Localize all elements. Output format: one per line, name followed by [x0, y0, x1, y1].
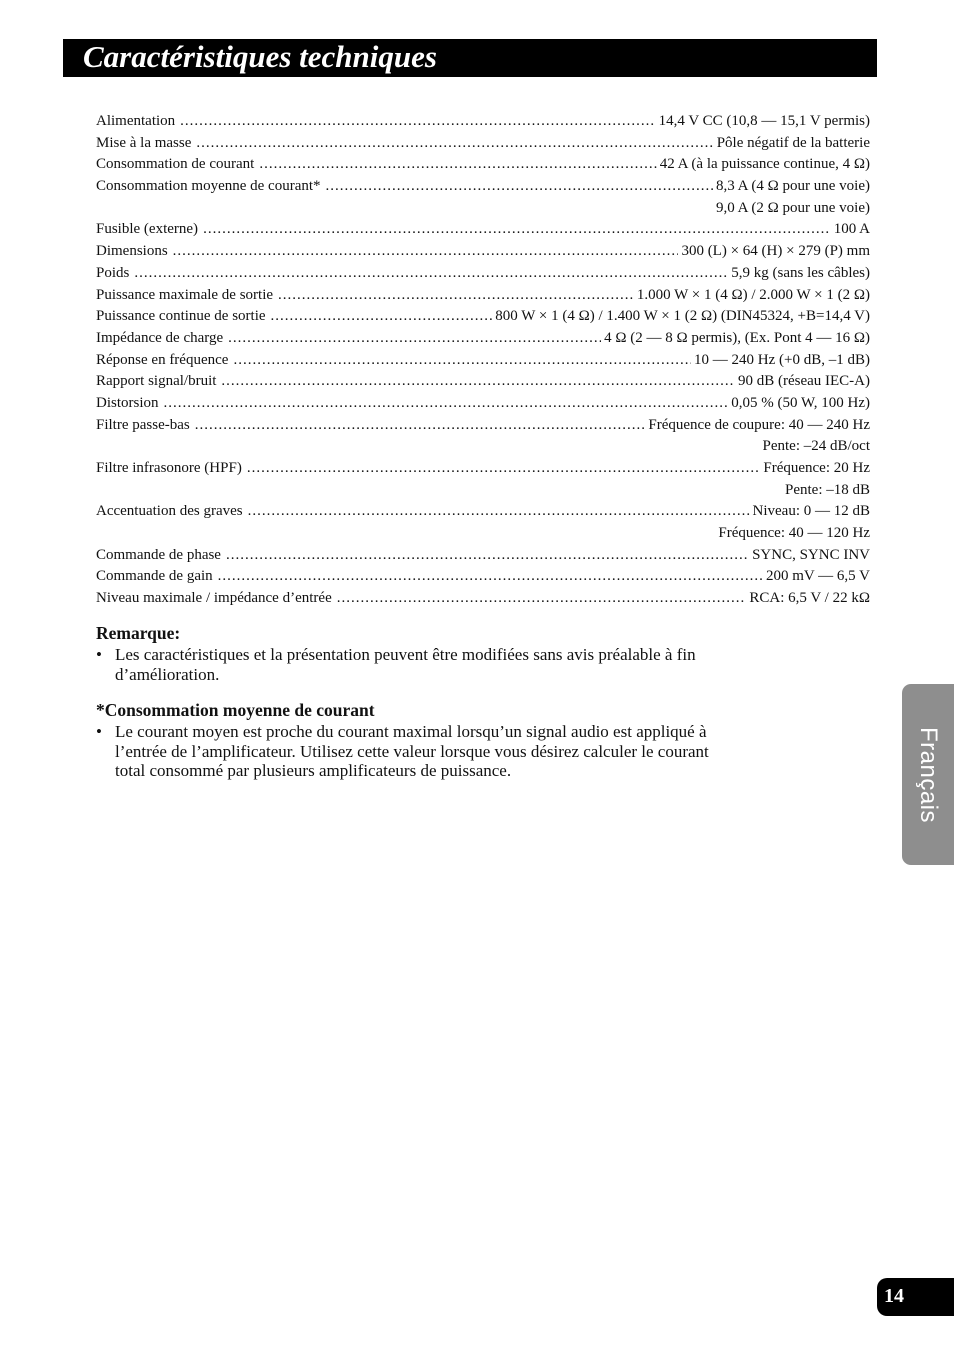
spec-value: 800 W × 1 (4 Ω) / 1.400 W × 1 (2 Ω) (DIN45324, +B=14,4 V) [495, 308, 870, 325]
spec-label: Impédance de charge [96, 329, 224, 346]
dot-leader [226, 545, 749, 567]
average-current-text [96, 722, 726, 781]
dot-leader [233, 350, 691, 372]
dot-leader [173, 241, 679, 263]
language-tab [902, 684, 954, 865]
spec-value: Fréquence de coupure: 40 — 240 Hz [648, 416, 870, 433]
spec-label: Puissance maximale de sortie [96, 286, 274, 303]
spec-row [96, 219, 870, 241]
spec-label: Réponse en fréquence [96, 351, 229, 368]
spec-value: 5,9 kg (sans les câbles) [731, 264, 870, 281]
spec-row-continuation [96, 436, 870, 458]
dot-leader [196, 133, 713, 155]
spec-label: Filtre infrasonore (HPF) [96, 460, 242, 476]
spec-value: 8,3 A (4 Ω pour une voie) [715, 178, 870, 195]
spec-row [96, 415, 870, 437]
spec-row [96, 393, 870, 415]
dot-leader [337, 588, 747, 610]
average-current-body: Le courant moyen est proche du courant maximal lorsqu’un signal audio est appliqué à l’entrée de l’amplificateur. Utilisez cette valeur lorsque vous désirez calculer le courant total consommé par plusieurs amplificateurs de puissance. [115, 722, 709, 780]
spec-list [96, 111, 870, 610]
spec-row [96, 566, 870, 588]
spec-value: 100 A [833, 221, 870, 238]
dot-leader [221, 371, 735, 393]
bullet-icon: • [96, 645, 102, 664]
spec-row [96, 285, 870, 307]
spec-value: SYNC, SYNC INV [752, 546, 870, 563]
dot-leader [326, 176, 713, 198]
dot-leader [134, 263, 728, 285]
spec-label: Dimensions [96, 243, 168, 260]
dot-leader [247, 458, 761, 480]
spec-row-continuation [96, 523, 870, 545]
spec-value-extra: Pente: –24 dB/oct [762, 438, 870, 455]
spec-label: Fusible (externe) [96, 221, 199, 238]
spec-row [96, 545, 870, 567]
bullet-icon: • [96, 722, 102, 741]
spec-value: 90 dB (réseau IEC-A) [737, 373, 870, 390]
spec-value: 42 A (à la puissance continue, 4 Ω) [659, 156, 870, 173]
spec-label: Consommation de courant [96, 156, 255, 173]
dot-leader [203, 219, 831, 241]
spec-row [96, 588, 870, 610]
spec-label: Niveau maximale / impédance d’entrée [96, 590, 332, 607]
dot-leader [218, 566, 763, 588]
spec-row [96, 306, 870, 328]
spec-label: Rapport signal/bruit [96, 373, 217, 390]
dot-leader [180, 111, 655, 133]
dot-leader [195, 415, 646, 437]
spec-row [96, 241, 870, 263]
spec-value-extra: 9,0 A (2 Ω pour une voie) [715, 199, 870, 216]
spec-label: Mise à la masse [96, 134, 192, 151]
remark-heading: Remarque: [96, 623, 181, 643]
spec-value: 4 Ω (2 — 8 Ω permis), (Ex. Pont 4 — 16 Ω) [604, 329, 870, 346]
spec-row [96, 111, 870, 133]
dot-leader [248, 501, 750, 523]
spec-row [96, 328, 870, 350]
remark-body: Les caractéristiques et la présentation peuvent être modifiées sans avis préalable à fin d’amélioration. [115, 645, 696, 684]
dot-leader [164, 393, 729, 415]
spec-value: RCA: 6,5 V / 22 kΩ [749, 590, 870, 607]
spec-value-extra: Pente: –18 dB [785, 481, 870, 498]
spec-row-continuation [96, 198, 870, 220]
spec-value: 10 — 240 Hz (+0 dB, –1 dB) [694, 351, 870, 368]
spec-row [96, 263, 870, 285]
dot-leader [278, 285, 634, 307]
average-current-heading: *Consommation moyenne de courant [96, 700, 375, 720]
spec-value: Pôle négatif de la batterie [716, 134, 870, 151]
spec-row-continuation [96, 480, 870, 502]
spec-label: Consommation moyenne de courant* [96, 178, 321, 195]
spec-label: Commande de phase [96, 546, 221, 563]
spec-label: Alimentation [96, 113, 176, 129]
spec-row [96, 501, 870, 523]
spec-row [96, 458, 870, 480]
dot-leader [271, 306, 493, 328]
spec-value: Niveau: 0 — 12 dB [752, 503, 870, 520]
spec-row [96, 350, 870, 372]
language-tab-label: Français [915, 726, 942, 823]
title-bar [63, 39, 877, 77]
dot-leader [228, 328, 601, 350]
page-number: 14 [884, 1285, 904, 1307]
dot-leader [259, 154, 656, 176]
spec-label: Accentuation des graves [96, 503, 243, 520]
spec-value: 14,4 V CC (10,8 — 15,1 V permis) [658, 113, 870, 129]
remark-text [96, 645, 726, 684]
spec-value-extra: Fréquence: 40 — 120 Hz [718, 525, 870, 542]
spec-value: 1.000 W × 1 (4 Ω) / 2.000 W × 1 (2 Ω) [636, 286, 870, 303]
spec-value: 200 mV — 6,5 V [765, 568, 870, 585]
spec-label: Poids [96, 264, 130, 281]
spec-label: Filtre passe-bas [96, 416, 190, 433]
page-number-badge [877, 1278, 954, 1316]
spec-row [96, 176, 870, 198]
spec-row [96, 154, 870, 176]
spec-value: 300 (L) × 64 (H) × 279 (P) mm [681, 243, 870, 260]
spec-value: Fréquence: 20 Hz [763, 460, 870, 476]
spec-label: Distorsion [96, 394, 159, 411]
page-title: Caractéristiques techniques [83, 39, 437, 74]
spec-row [96, 133, 870, 155]
spec-row [96, 371, 870, 393]
spec-label: Commande de gain [96, 568, 213, 585]
spec-value: 0,05 % (50 W, 100 Hz) [731, 394, 870, 411]
spec-label: Puissance continue de sortie [96, 308, 266, 325]
